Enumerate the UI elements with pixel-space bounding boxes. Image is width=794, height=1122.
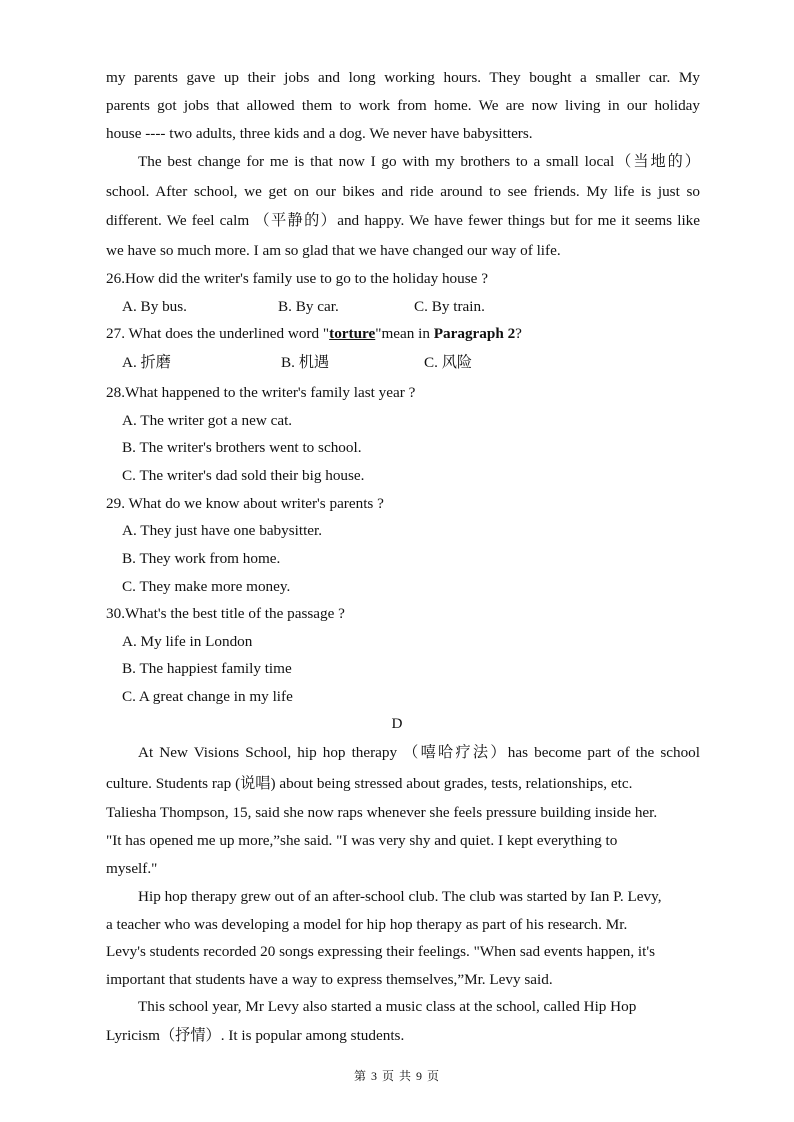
passage-line: important that students have a way to express themselves,”Mr. Levy said. bbox=[106, 971, 553, 988]
passage-line: a teacher who was developing a model for hip hop therapy as part of his research. Mr. bbox=[106, 916, 628, 933]
passage-line: we have so much more. I am so glad that we have changed our way of life. bbox=[106, 242, 561, 259]
passage-line: myself." bbox=[106, 860, 158, 877]
option-b: B. 机遇 bbox=[281, 354, 330, 371]
option-c: C. A great change in my life bbox=[122, 688, 293, 705]
option-a: A. 折磨 bbox=[122, 354, 171, 371]
passage-line: Levy's students recorded 20 songs expressing their feelings. "When sad events happen, it's bbox=[106, 943, 656, 960]
option-c: C. By train. bbox=[414, 298, 485, 315]
passage-line: At New Visions School, hip hop therapy （嘻哈疗法）has become part of the school bbox=[138, 744, 700, 761]
passage-line: Hip hop therapy grew out of an after-school club. The club was started by Ian P. Levy, bbox=[138, 888, 662, 905]
option-b: B. The happiest family time bbox=[122, 660, 292, 677]
passage-line: school. After school, we get on our bikes and ride around to see friends. My life is just so bbox=[106, 183, 700, 200]
passage-line: different. We feel calm （平静的）and happy. We have fewer things but for me it seems like bbox=[106, 212, 700, 229]
passage-line: my parents gave up their jobs and long working hours. They bought a smaller car. My bbox=[106, 69, 700, 86]
passage-line: This school year, Mr Levy also started a music class at the school, called Hip Hop bbox=[138, 998, 637, 1015]
option-a: A. The writer got a new cat. bbox=[122, 412, 293, 429]
option-b: B. The writer's brothers went to school. bbox=[122, 439, 362, 456]
passage-line: Lyricism（抒情）. It is popular among students. bbox=[106, 1027, 405, 1044]
underlined-word: torture bbox=[329, 325, 376, 342]
question-30-stem: 30.What's the best title of the passage ? bbox=[106, 605, 345, 622]
question-29-stem: 29. What do we know about writer's parents ? bbox=[106, 495, 384, 512]
question-27-stem-suffix: ? bbox=[515, 325, 522, 342]
passage-line: culture. Students rap (说唱) about being stressed about grades, tests, relationships, etc. bbox=[106, 775, 633, 792]
option-a: A. My life in London bbox=[122, 633, 253, 650]
option-a: A. They just have one babysitter. bbox=[122, 522, 323, 539]
question-28-stem: 28.What happened to the writer's family last year ? bbox=[106, 384, 416, 401]
option-c: C. 风险 bbox=[424, 354, 473, 371]
passage-line: house ---- two adults, three kids and a dog. We never have babysitters. bbox=[106, 125, 533, 142]
question-26-stem: 26.How did the writer's family use to go to the holiday house ? bbox=[106, 270, 488, 287]
question-27-stem-middle: "mean in bbox=[375, 325, 434, 342]
passage-line: Taliesha Thompson, 15, said she now raps whenever she feels pressure building inside her. bbox=[106, 804, 658, 821]
passage-line: "It has opened me up more,”she said. "I was very shy and quiet. I kept everything to bbox=[106, 832, 618, 849]
paragraph-reference: Paragraph 2 bbox=[433, 325, 516, 342]
option-c: C. The writer's dad sold their big house. bbox=[122, 467, 365, 484]
question-27-stem bbox=[106, 324, 700, 344]
question-27-stem-prefix: 27. What does the underlined word " bbox=[106, 325, 330, 342]
option-a: A. By bus. bbox=[122, 298, 187, 315]
passage-line: parents got jobs that allowed them to work from home. We are now living in our holiday bbox=[106, 97, 700, 114]
section-heading: D bbox=[391, 715, 403, 732]
option-c: C. They make more money. bbox=[122, 578, 291, 595]
passage-line: The best change for me is that now I go with my brothers to a small local（当地的） bbox=[138, 153, 700, 170]
page-number: 第 3 页 共 9 页 bbox=[353, 1069, 440, 1083]
option-b: B. By car. bbox=[278, 298, 339, 315]
option-b: B. They work from home. bbox=[122, 550, 281, 567]
